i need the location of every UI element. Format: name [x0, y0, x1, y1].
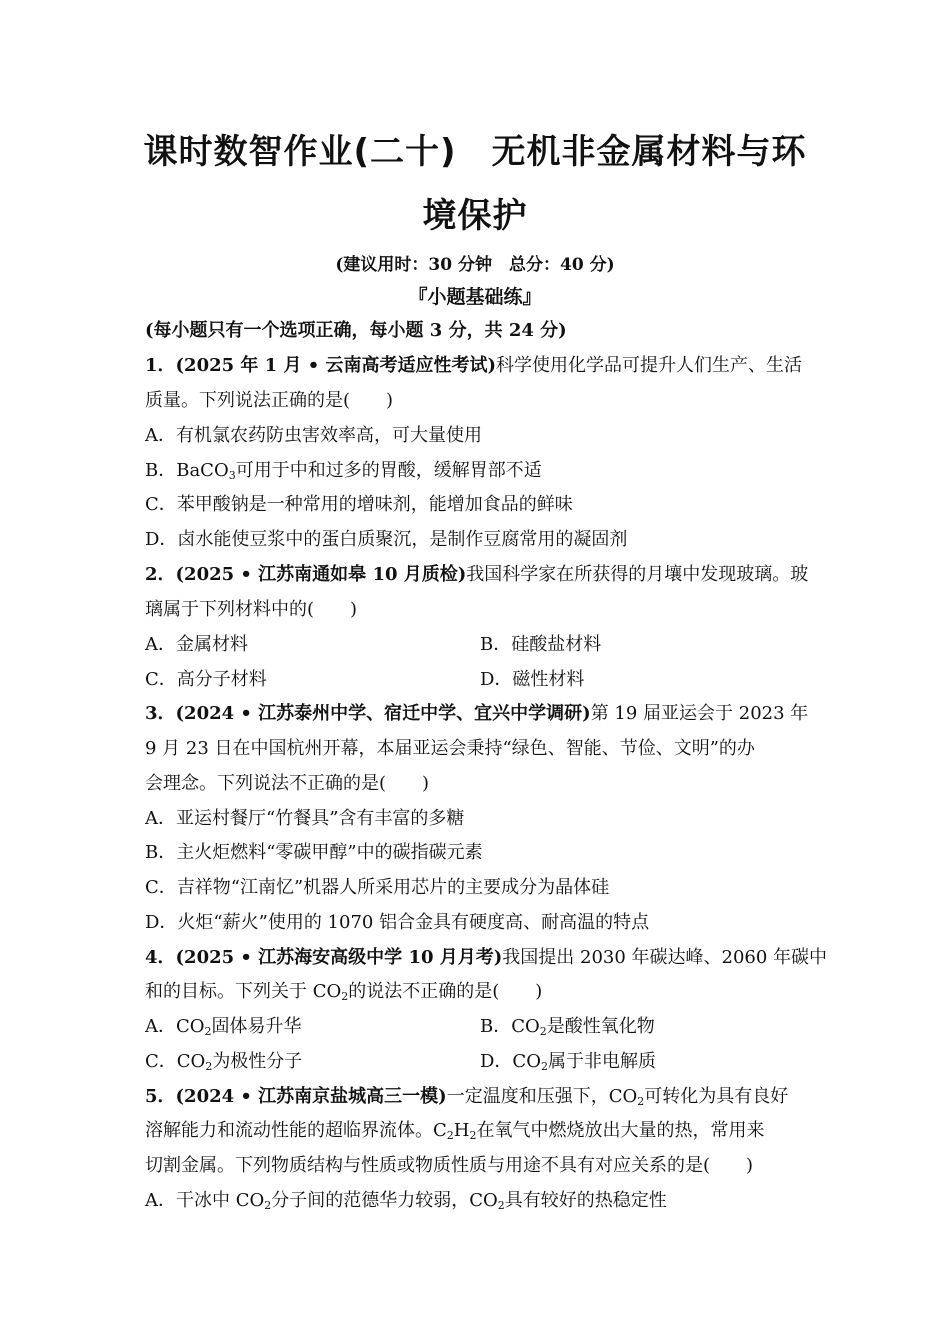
question-1-option-b	[145, 460, 542, 482]
subscript: 2	[446, 1129, 454, 1142]
subscript: 2	[264, 1199, 272, 1212]
option-text: 分子间的范德华力较弱，CO	[271, 1190, 498, 1211]
question-5-stem-line-3: 切割金属。下列物质结构与性质或物质性质与用途不具有对应关系的是( )	[145, 1155, 754, 1176]
question-2-option-b: B．硅酸盐材料	[480, 634, 602, 655]
question-2-option-c: C．高分子材料	[145, 669, 267, 690]
question-1-option-d: D．卤水能使豆浆中的蛋白质聚沉，是制作豆腐常用的凝固剂	[145, 529, 628, 550]
option-text: 属于非电解质	[547, 1051, 656, 1072]
question-1-stem-line-2: 质量。下列说法正确的是( )	[145, 390, 394, 411]
question-1-option-a: A．有机氯农药防虫害效率高，可大量使用	[145, 425, 482, 446]
question-4-stem-line-1	[145, 947, 827, 969]
subscript: 2	[204, 1025, 212, 1038]
subscript: 2	[497, 1199, 505, 1212]
option-text: B．BaCO	[145, 460, 229, 481]
option-text: 为极性分子	[212, 1051, 303, 1072]
question-3-option-d: D．火炬“薪火”使用的 1070 铝合金具有硬度高、耐高温的特点	[145, 912, 650, 933]
question-text: 科学使用化学品可提升人们生产、生活	[496, 355, 803, 376]
question-2-stem-line-2: 璃属于下列材料中的( )	[145, 599, 358, 620]
question-2-stem-line-1	[145, 564, 808, 586]
option-text: C．CO	[145, 1051, 206, 1072]
question-source: (2024 • 江苏南京盐城高三一模)	[175, 1086, 447, 1107]
question-4-option-d	[480, 1051, 656, 1073]
question-text: 和的目标。下列关于 CO	[145, 981, 342, 1002]
question-3-stem-line-2: 9 月 23 日在中国杭州开幕，本届亚运会秉持“绿色、智能、节俭、文明”的办	[145, 738, 755, 759]
subscript: 2	[539, 1025, 547, 1038]
question-3-stem-line-3: 会理念。下列说法不正确的是( )	[145, 773, 430, 794]
option-text: A．干冰中 CO	[145, 1190, 265, 1211]
subscript: 2	[341, 990, 349, 1003]
question-5-stem-line-2	[145, 1120, 764, 1142]
subscript: 2	[637, 1095, 645, 1108]
question-text: 的说法不正确的是( )	[348, 981, 543, 1002]
question-3-option-b: B．主火炬燃料“零碳甲醇”中的碳指碳元素	[145, 842, 483, 863]
question-source: (2025 • 江苏南通如皋 10 月质检)	[175, 564, 467, 585]
question-1-stem-line-1	[145, 355, 802, 377]
question-4-option-b	[480, 1016, 655, 1038]
option-text: A．CO	[145, 1016, 205, 1037]
question-number: 3．	[145, 703, 176, 724]
option-text: 固体易升华	[211, 1016, 302, 1037]
option-text: B．CO	[480, 1016, 540, 1037]
subscript: 3	[228, 469, 236, 482]
question-number: 2．	[145, 564, 176, 585]
question-text: 我国提出 2030 年碳达峰、2060 年碳中	[502, 947, 828, 968]
question-1-option-c: C．苯甲酸钠是一种常用的增味剂，能增加食品的鲜味	[145, 494, 573, 515]
question-3-option-a: A．亚运村餐厅“竹餐具”含有丰富的多糖	[145, 808, 465, 829]
question-3-option-c: C．吉祥物“江南忆”机器人所采用芯片的主要成分为晶体硅	[145, 877, 610, 898]
page-title-line-1: 课时数智作业(二十) 无机非金属材料与环	[143, 132, 807, 172]
option-text: D．CO	[480, 1051, 541, 1072]
question-4-stem-line-2	[145, 981, 542, 1003]
option-text: 是酸性氧化物	[546, 1016, 655, 1037]
question-text: 一定温度和压强下，CO	[446, 1086, 638, 1107]
subscript: 2	[469, 1129, 477, 1142]
question-number: 4．	[145, 947, 176, 968]
subscript: 2	[205, 1060, 213, 1073]
question-text: 可转化为具有良好	[644, 1086, 789, 1107]
option-text: 可用于中和过多的胃酸，缓解胃部不适	[235, 460, 542, 481]
time-score-note: (建议用时：30 分钟 总分：40 分)	[335, 255, 615, 275]
question-text: 第 19 届亚运会于 2023 年	[590, 703, 809, 724]
question-number: 1．	[145, 355, 176, 376]
question-source: (2025 年 1 月 • 云南高考适应性考试)	[175, 355, 497, 376]
instruction: (每小题只有一个选项正确，每小题 3 分，共 24 分)	[145, 320, 567, 341]
question-2-option-d: D．磁性材料	[480, 669, 585, 690]
option-text: 具有较好的热稳定性	[504, 1190, 667, 1211]
page-title-line-2: 境保护	[422, 196, 528, 236]
subscript: 2	[540, 1060, 548, 1073]
question-text: 在氧气中燃烧放出大量的热，常用来	[476, 1120, 765, 1141]
question-5-stem-line-1	[145, 1086, 788, 1108]
question-4-option-a	[145, 1016, 302, 1038]
question-number: 5．	[145, 1086, 176, 1107]
question-text: 我国科学家在所获得的月壤中发现玻璃。玻	[466, 564, 809, 585]
question-text: H	[453, 1120, 470, 1141]
section-title: 『小题基础练』	[408, 286, 542, 308]
question-text: 溶解能力和流动性能的超临界流体。C	[145, 1120, 447, 1141]
question-source: (2024 • 江苏泰州中学、宿迁中学、宜兴中学调研)	[175, 703, 591, 724]
question-2-option-a: A．金属材料	[145, 634, 248, 655]
question-5-option-a	[145, 1190, 667, 1212]
question-source: (2025 • 江苏海安高级中学 10 月月考)	[175, 947, 503, 968]
question-4-option-c	[145, 1051, 302, 1073]
question-3-stem-line-1	[145, 703, 808, 725]
